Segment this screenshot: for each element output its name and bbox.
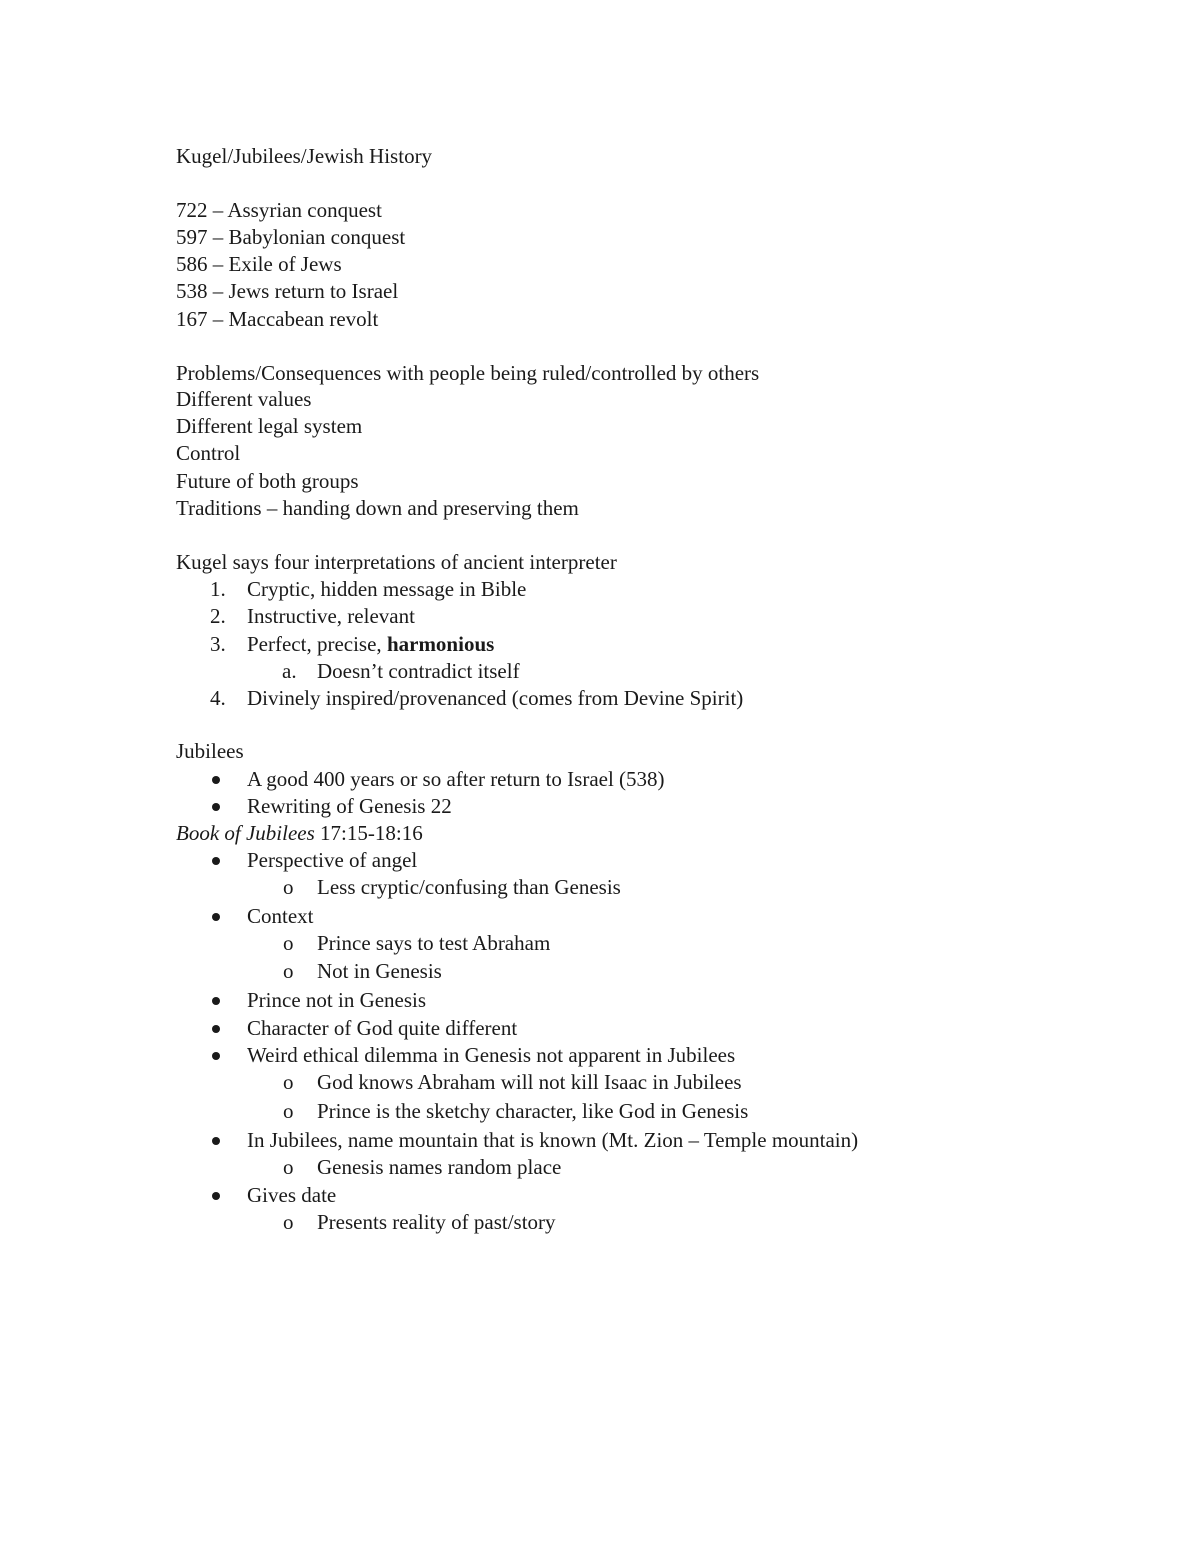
sub-bullet-marker: o	[283, 1155, 294, 1179]
bullet-icon	[212, 1192, 220, 1200]
bullet-icon	[212, 776, 220, 784]
problems-item: Traditions – handing down and preserving them	[176, 496, 579, 520]
bullet-item: Context	[247, 904, 314, 928]
problems-item: Future of both groups	[176, 469, 359, 493]
list-item: Divinely inspired/provenanced (comes from Devine Spirit)	[247, 686, 744, 710]
sub-bullet-item: Less cryptic/confusing than Genesis	[317, 875, 621, 899]
bullet-icon	[212, 997, 220, 1005]
timeline-item: 586 – Exile of Jews	[176, 252, 342, 276]
emphasis-text: harmonious	[386, 632, 495, 656]
sub-bullet-marker: o	[283, 931, 294, 955]
book-range: 17:15-18:16	[314, 821, 423, 845]
bullet-item: Prince not in Genesis	[247, 988, 427, 1012]
problems-item: Different values	[176, 387, 312, 411]
timeline-item: 167 – Maccabean revolt	[176, 307, 379, 331]
list-letter: a.	[282, 659, 297, 683]
bullet-item: Gives date	[247, 1183, 337, 1207]
sub-bullet-marker: o	[283, 1099, 294, 1123]
sub-bullet-marker: o	[283, 959, 294, 983]
bullet-icon	[212, 1052, 220, 1060]
bullet-item: Rewriting of Genesis 22	[247, 794, 452, 818]
jubilees-heading: Jubilees	[176, 739, 244, 763]
book-title: Book of Jubilees	[176, 821, 315, 845]
list-item: Instructive, relevant	[247, 604, 415, 628]
problems-heading: Problems/Consequences with people being ruled/controlled by others	[176, 361, 760, 385]
list-item: Cryptic, hidden message in Bible	[247, 577, 527, 601]
list-subitem: Doesn’t contradict itself	[317, 659, 520, 683]
bullet-item: Weird ethical dilemma in Genesis not apparent in Jubilees	[247, 1043, 736, 1067]
problems-item: Control	[176, 441, 241, 465]
bullet-icon	[212, 857, 220, 865]
timeline-item: 597 – Babylonian conquest	[176, 225, 406, 249]
document-title: Kugel/Jubilees/Jewish History	[176, 144, 433, 168]
timeline-item: 722 – Assyrian conquest	[176, 198, 382, 222]
list-number: 2.	[210, 604, 226, 628]
book-reference	[176, 820, 423, 847]
sub-bullet-item: Not in Genesis	[317, 959, 442, 983]
sub-bullet-item: Presents reality of past/story	[317, 1210, 556, 1234]
problems-item: Different legal system	[176, 414, 363, 438]
sub-bullet-item: God knows Abraham will not kill Isaac in Jubilees	[317, 1070, 742, 1094]
sub-bullet-marker: o	[283, 875, 294, 899]
bullet-item: Perspective of angel	[247, 848, 418, 872]
sub-bullet-marker: o	[283, 1070, 294, 1094]
kugel-heading: Kugel says four interpretations of ancient interpreter	[176, 550, 617, 574]
sub-bullet-item: Genesis names random place	[317, 1155, 562, 1179]
sub-bullet-item: Prince says to test Abraham	[317, 931, 551, 955]
bullet-item: A good 400 years or so after return to Israel (538)	[247, 767, 665, 791]
list-item-text: Perfect, precise,	[247, 632, 387, 656]
sub-bullet-item: Prince is the sketchy character, like God in Genesis	[317, 1099, 749, 1123]
bullet-icon	[212, 803, 220, 811]
sub-bullet-marker: o	[283, 1210, 294, 1234]
list-number: 4.	[210, 686, 226, 710]
timeline-item: 538 – Jews return to Israel	[176, 279, 399, 303]
bullet-icon	[212, 1025, 220, 1033]
list-number: 1.	[210, 577, 226, 601]
list-number: 3.	[210, 632, 226, 656]
bullet-item: In Jubilees, name mountain that is known (Mt. Zion – Temple mountain)	[247, 1128, 859, 1152]
list-item	[247, 631, 494, 658]
bullet-item: Character of God quite different	[247, 1016, 518, 1040]
bullet-icon	[212, 913, 220, 921]
bullet-icon	[212, 1137, 220, 1145]
